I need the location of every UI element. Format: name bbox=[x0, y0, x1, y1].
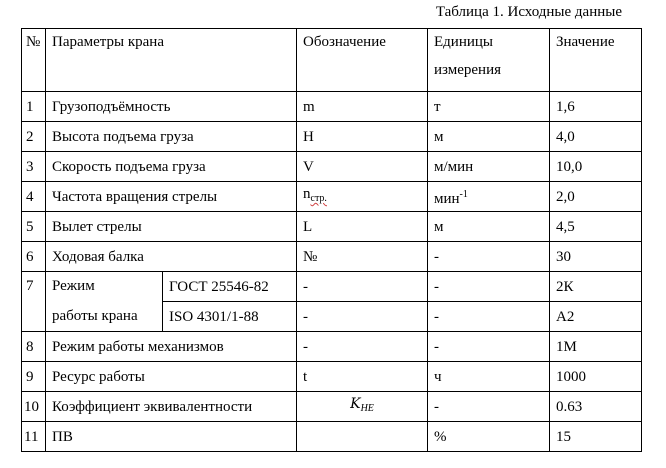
symbol-main: K bbox=[350, 396, 361, 412]
row-unit: м/мин bbox=[428, 152, 550, 182]
row-standard: ГОСТ 25546-82 bbox=[163, 272, 297, 302]
row-param-line2: работы крана bbox=[52, 308, 138, 324]
symbol-subscript: HE bbox=[360, 403, 374, 414]
row-unit: - bbox=[428, 272, 550, 302]
row-symbol: V bbox=[297, 152, 428, 182]
header-num: № bbox=[22, 29, 46, 92]
row-num: 1 bbox=[22, 92, 46, 122]
row-unit: - bbox=[428, 392, 550, 422]
unit-superscript: -1 bbox=[459, 188, 468, 200]
row-num: 10 bbox=[22, 392, 46, 422]
row-num: 3 bbox=[22, 152, 46, 182]
row-param: Вылет стрелы bbox=[46, 212, 297, 242]
row-param-mode bbox=[46, 272, 163, 332]
row-value: А2 bbox=[550, 302, 642, 332]
symbol-subscript: стр. bbox=[310, 193, 327, 204]
row-symbol: № bbox=[297, 242, 428, 272]
row-param: Режим работы механизмов bbox=[46, 332, 297, 362]
unit-main: мин bbox=[434, 190, 460, 207]
row-symbol bbox=[297, 422, 428, 452]
row-param: Грузоподъёмность bbox=[46, 92, 297, 122]
row-num: 4 bbox=[22, 182, 46, 212]
table-row bbox=[22, 392, 642, 422]
row-symbol: - bbox=[297, 302, 428, 332]
header-unit-line2: измерения bbox=[434, 62, 502, 78]
row-param: Коэффициент эквивалентности bbox=[46, 392, 297, 422]
row-value: 2,0 bbox=[550, 182, 642, 212]
row-num: 8 bbox=[22, 332, 46, 362]
row-param: Частота вращения стрелы bbox=[46, 182, 297, 212]
row-unit: м bbox=[428, 122, 550, 152]
table-row bbox=[22, 272, 642, 302]
row-value: 1000 bbox=[550, 362, 642, 392]
table-row bbox=[22, 242, 642, 272]
header-unit-line1: Единицы bbox=[434, 34, 493, 50]
table-row bbox=[22, 182, 642, 212]
table-row bbox=[22, 332, 642, 362]
table-row bbox=[22, 122, 642, 152]
row-standard: ISO 4301/1-88 bbox=[163, 302, 297, 332]
row-symbol: - bbox=[297, 272, 428, 302]
row-unit: т bbox=[428, 92, 550, 122]
row-symbol bbox=[297, 392, 428, 422]
row-num: 6 bbox=[22, 242, 46, 272]
row-unit: - bbox=[428, 332, 550, 362]
table-row bbox=[22, 152, 642, 182]
row-symbol: t bbox=[297, 362, 428, 392]
table-row bbox=[22, 362, 642, 392]
symbol-main: n bbox=[303, 186, 311, 202]
table-row bbox=[22, 422, 642, 452]
row-value: 10,0 bbox=[550, 152, 642, 182]
row-symbol: - bbox=[297, 332, 428, 362]
row-num: 2 bbox=[22, 122, 46, 152]
row-unit bbox=[428, 182, 550, 212]
row-value: 4,5 bbox=[550, 212, 642, 242]
header-value: Значение bbox=[550, 29, 642, 92]
row-value: 1М bbox=[550, 332, 642, 362]
row-unit: - bbox=[428, 242, 550, 272]
row-unit: ч bbox=[428, 362, 550, 392]
row-param: ПВ bbox=[46, 422, 297, 452]
row-symbol bbox=[297, 182, 428, 212]
row-param-line1: Режим bbox=[52, 278, 95, 294]
table-header-row bbox=[22, 29, 642, 92]
row-value: 2К bbox=[550, 272, 642, 302]
row-value: 0.63 bbox=[550, 392, 642, 422]
table-caption: Таблица 1. Исходные данные bbox=[435, 4, 622, 20]
row-param: Скорость подъема груза bbox=[46, 152, 297, 182]
row-value: 15 bbox=[550, 422, 642, 452]
table-row bbox=[22, 212, 642, 242]
row-param: Ходовая балка bbox=[46, 242, 297, 272]
row-num: 9 bbox=[22, 362, 46, 392]
source-data-table bbox=[21, 28, 642, 452]
row-symbol: L bbox=[297, 212, 428, 242]
row-symbol: m bbox=[297, 92, 428, 122]
row-value: 1,6 bbox=[550, 92, 642, 122]
row-unit: - bbox=[428, 302, 550, 332]
row-unit: м bbox=[428, 212, 550, 242]
header-symbol: Обозначение bbox=[297, 29, 428, 92]
row-num: 11 bbox=[22, 422, 46, 452]
table-row bbox=[22, 92, 642, 122]
row-num: 7 bbox=[22, 272, 46, 332]
row-symbol: H bbox=[297, 122, 428, 152]
row-unit: % bbox=[428, 422, 550, 452]
header-unit bbox=[428, 29, 550, 92]
header-param: Параметры крана bbox=[46, 29, 297, 92]
row-num: 5 bbox=[22, 212, 46, 242]
row-value: 4,0 bbox=[550, 122, 642, 152]
row-value: 30 bbox=[550, 242, 642, 272]
row-param: Ресурс работы bbox=[46, 362, 297, 392]
row-param: Высота подъема груза bbox=[46, 122, 297, 152]
